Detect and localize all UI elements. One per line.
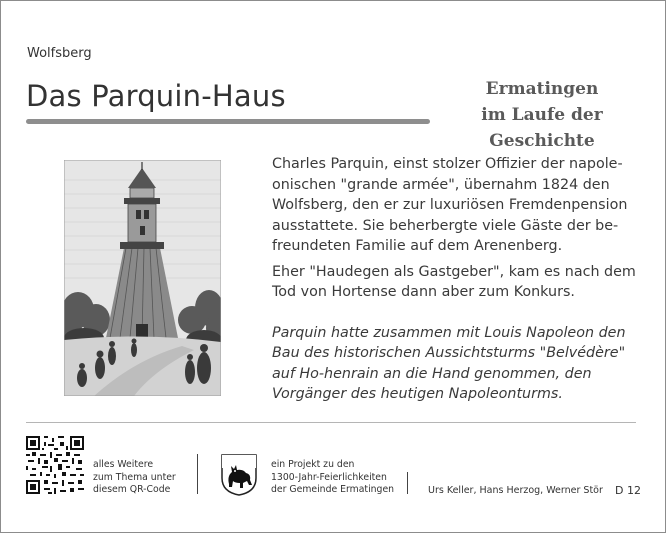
series-logo: [452, 76, 632, 154]
title-underline: [26, 119, 430, 124]
project-caption-line-3: der Gemeinde Ermatingen: [271, 484, 395, 495]
series-logo-line-2: im Laufe der Geschichte: [481, 105, 603, 151]
project-caption-line-2: 1300-Jahr-Feierlichkeiten: [271, 471, 387, 483]
qr-caption: [93, 459, 176, 497]
footer-separator-2: [407, 472, 408, 494]
tower-illustration: [64, 160, 221, 396]
italic-note: Parquin hatte zusammen mit Louis Napoleon den Bau des historischen Aussichtsturms "Belvédère" auf Ho-henrain an die Hand genommen, den Vorgänger des heutigen Napoleonturms.: [272, 324, 626, 402]
panel-code: D 12: [615, 484, 641, 497]
authors: Urs Keller, Hans Herzog, Werner Stör: [428, 485, 603, 496]
qr-caption-line-2: zum Thema unter: [93, 471, 176, 483]
paragraph-1: Charles Parquin, einst stolzer Offizier der napole-onischen "grande armée", übernahm 1824 den Wolfsberg, den er zur luxuriösen Fremdenpension ausstattete. Sie beherbergte viele Gäste der be-freundeten Familie auf dem Arenenberg.: [272, 156, 628, 254]
footer-separator-1: [197, 454, 198, 494]
place-label: Wolfsberg: [27, 46, 92, 61]
qr-caption-line-1: alles Weitere: [93, 459, 154, 470]
series-logo-line-1: Ermatingen: [485, 79, 599, 99]
footer-divider: [26, 422, 636, 423]
qr-caption-line-3: diesem QR-Code: [93, 484, 171, 495]
project-caption: [271, 459, 394, 497]
ermatingen-crest-icon: [221, 454, 257, 496]
project-caption-line-1: ein Projekt zu den: [271, 459, 355, 470]
body-text: [272, 154, 640, 410]
paragraph-2: Eher "Haudegen als Gastgeber", kam es nach dem Tod von Hortense dann aber zum Konkurs.: [272, 263, 636, 300]
page-title: Das Parquin-Haus: [26, 79, 286, 113]
qr-code-icon[interactable]: [26, 436, 84, 494]
